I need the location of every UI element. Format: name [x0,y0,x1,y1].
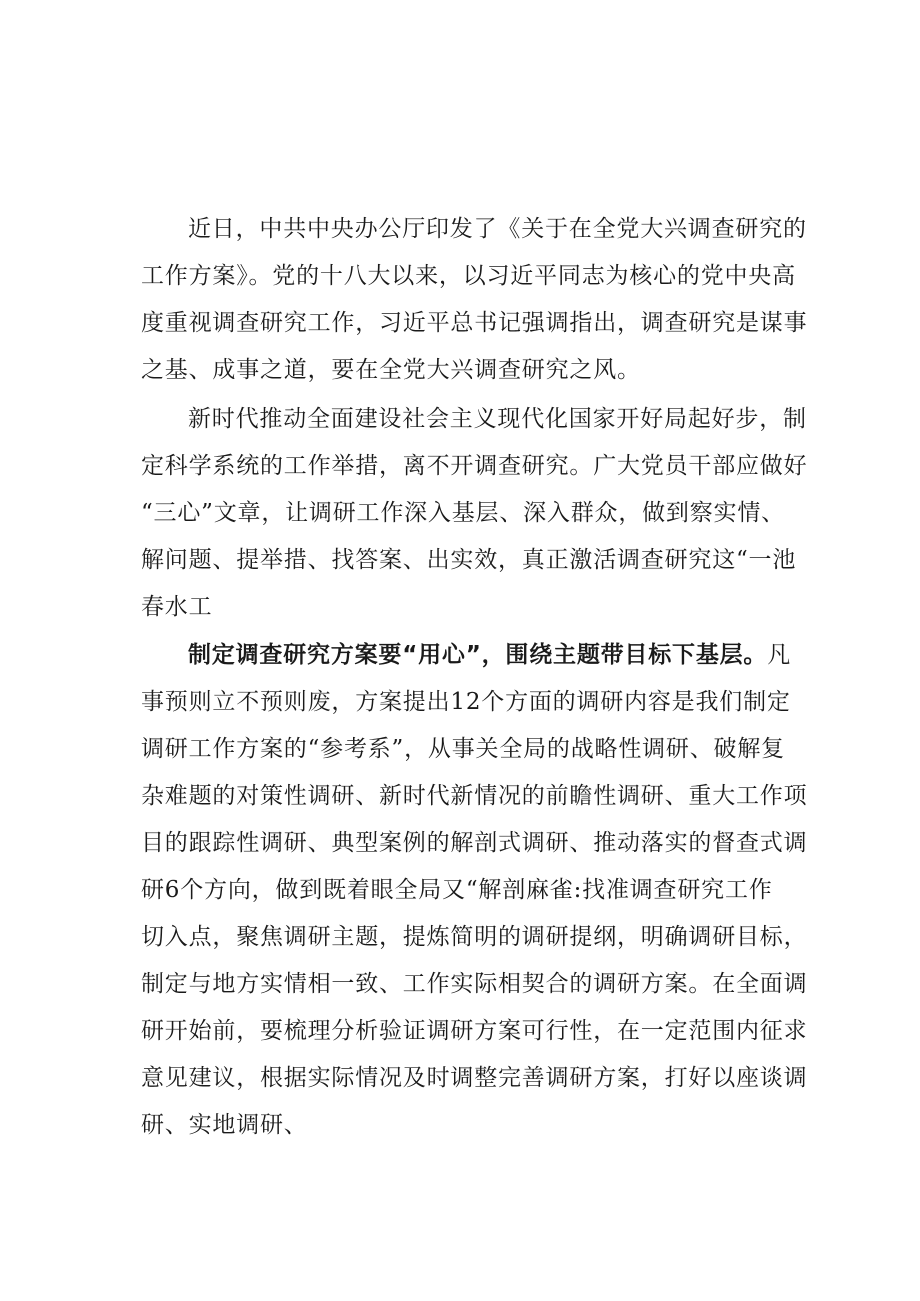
paragraph-heading-line [188,640,791,670]
text-line: 目的跟踪性调研、典型案例的解剖式调研、推动落实的督查式调 [141,830,808,856]
text-line: 春水工 [141,594,213,620]
text-line: 近日，中共中央办公厅印发了《关于在全党大兴调查研究的 [188,216,807,242]
text-line: 杂难题的对策性调研、新时代新情况的前瞻性调研、重大工作项 [141,783,808,809]
text-line: 切入点，聚焦调研主题，提炼简明的调研提纲，明确调研目标， [141,924,808,950]
text-line: 研6个方向，做到既着眼全局又“解剖麻雀:找准调查研究工作 [141,877,773,903]
text-line: 定科学系统的工作举措，离不开调查研究。广大党员干部应做好 [141,453,808,479]
text-line: 新时代推动全面建设社会主义现代化国家开好局起好步，制 [188,406,807,432]
text-line: 工作方案》。党的十八大以来，以习近平同志为核心的党中央高 [141,263,796,289]
text-run: 凡 [767,642,792,668]
text-line: 研、实地调研、 [141,1112,308,1138]
text-line: 意见建议，根据实际情况及时调整完善调研方案，打好以座谈调 [141,1065,808,1091]
text-line: 研开始前，要梳理分析验证调研方案可行性，在一定范围内征求 [141,1018,808,1044]
paragraph-heading: 制定调查研究方案要“用心”，围绕主题带目标下基层。 [188,642,768,668]
text-line: 制定与地方实情相一致、工作实际相契合的调研方案。在全面调 [141,971,808,997]
text-line: 事预则立不预则废，方案提出12个方面的调研内容是我们制定 [141,689,791,715]
text-line: 度重视调查研究工作，习近平总书记强调指出，调查研究是谋事 [141,310,808,336]
text-line: “三心”文章，让调研工作深入基层、深入群众，做到察实情、 [141,500,785,526]
text-line: 解问题、提举措、找答案、出实效，真正激活调查研究这“一池 [141,547,797,573]
text-line: 之基、成事之道，要在全党大兴调查研究之风。 [141,357,641,383]
text-line: 调研工作方案的“参考系”，从事关全局的战略性调研、破解复 [141,736,785,762]
